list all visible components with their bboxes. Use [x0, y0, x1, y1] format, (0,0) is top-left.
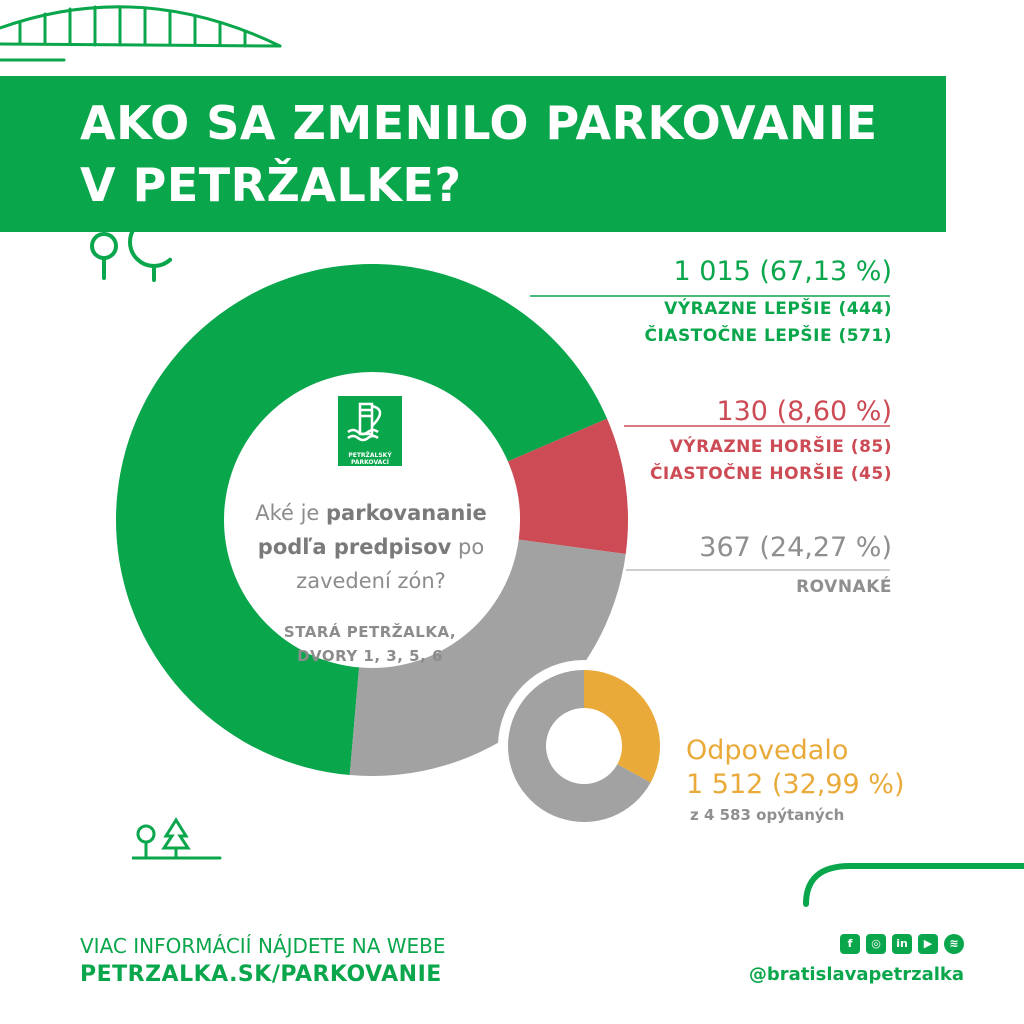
linkedin-icon[interactable]: in: [892, 934, 912, 954]
label-same-detail: ROVNAKÉ: [796, 577, 892, 597]
question-bold: parkovananie podľa predpisov: [257, 501, 487, 559]
respondents-line-2: 1 512 (32,99 %): [686, 769, 905, 800]
footer-info: VIAC INFORMÁCIÍ NÁJDETE NA WEBE: [80, 934, 446, 958]
label-better-detail: [644, 296, 892, 350]
center-question: [226, 496, 516, 598]
social-handle[interactable]: @bratislavapetrzalka: [748, 964, 964, 985]
label-worse-value: 130 (8,60 %): [716, 396, 892, 427]
respondents-total: z 4 583 opýtaných: [690, 806, 845, 824]
label-worse-detail: [650, 434, 892, 488]
youtube-icon[interactable]: ▶: [918, 934, 938, 954]
question-part-2: po zavedení zón?: [296, 535, 485, 593]
spotify-icon[interactable]: ≋: [944, 934, 964, 954]
small-trees-icon: [132, 816, 222, 864]
label-better-value: 1 015 (67,13 %): [673, 256, 892, 287]
respondents-label: [686, 734, 904, 802]
title-line-2: V PETRŽALKE?: [80, 158, 462, 212]
question-part-1: Aké je: [255, 501, 327, 525]
label-better-detail-1: VÝRAZNE LEPŠIE (444): [664, 299, 892, 319]
respondents-line-1: Odpovedalo: [686, 735, 849, 766]
title-line-1: AKO SA ZMENILO PARKOVANIE: [80, 96, 878, 150]
logo-text: PETRŽALSKÝ PARKOVACÍ SYSTÉM: [348, 452, 392, 473]
corner-arc-decoration: [800, 860, 1024, 910]
area-line-1: STARÁ PETRŽALKA,: [283, 623, 457, 641]
facebook-icon[interactable]: f: [840, 934, 860, 954]
label-same-value: 367 (24,27 %): [699, 532, 892, 563]
instagram-icon[interactable]: ◎: [866, 934, 886, 954]
logo-icon: [338, 396, 402, 448]
label-worse-detail-2: ČIASTOČNE HORŠIE (45): [649, 464, 892, 484]
area-label: [250, 620, 490, 668]
social-icons: [840, 934, 964, 954]
footer-url-link[interactable]: PETRZALKA.SK/PARKOVANIE: [80, 962, 442, 987]
label-worse-detail-1: VÝRAZNE HORŠIE (85): [669, 437, 892, 457]
label-better-detail-2: ČIASTOČNE LEPŠIE (571): [644, 326, 892, 346]
parking-system-logo: [338, 396, 402, 473]
area-line-2: DVORY 1, 3, 5, 6: [297, 647, 443, 665]
